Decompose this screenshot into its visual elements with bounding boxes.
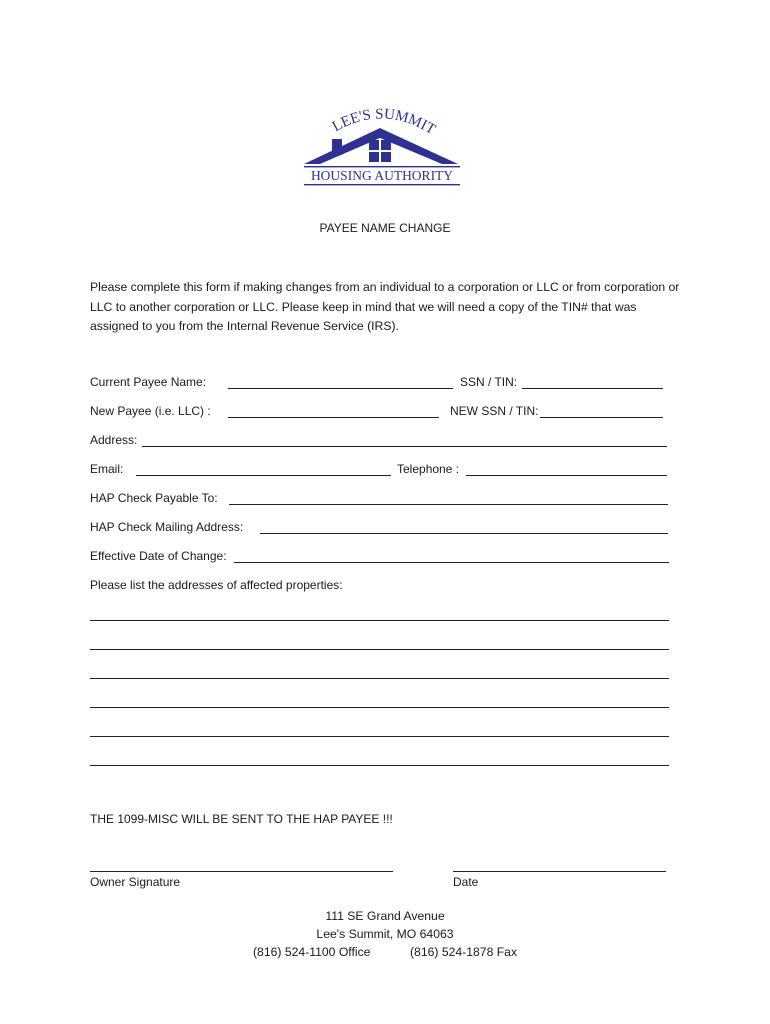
footer-office-phone: (816) 524-1100 Office: [253, 945, 371, 959]
current-payee-label: Current Payee Name:: [90, 375, 207, 389]
address-input[interactable]: [142, 446, 667, 447]
hap-check-mailing-label: HAP Check Mailing Address:: [90, 520, 244, 534]
property-line-4[interactable]: [90, 707, 669, 708]
logo-graphic: [302, 106, 462, 188]
new-ssn-tin-label: NEW SSN / TIN:: [450, 404, 539, 418]
new-ssn-tin-input[interactable]: [540, 417, 663, 418]
email-label: Email:: [90, 462, 124, 476]
housing-authority-logo: [302, 106, 462, 188]
ssn-tin-input[interactable]: [522, 388, 663, 389]
current-payee-input[interactable]: [228, 388, 453, 389]
property-line-3[interactable]: [90, 678, 669, 679]
property-line-1[interactable]: [90, 620, 669, 621]
ssn-tin-label: SSN / TIN:: [460, 375, 518, 389]
intro-paragraph: Please complete this form if making changes from an individual to a corporation or LLC or from corporation or LLC to another corporation or LLC. Please keep in mind that we will need a copy of the TIN# that was assigned to you from the Internal Revenue Service (IRS).: [90, 280, 680, 333]
logo-top-text: LEE'S SUMMIT: [329, 106, 439, 139]
effective-date-input[interactable]: [234, 562, 669, 563]
new-payee-input[interactable]: [228, 417, 439, 418]
new-payee-label: New Payee (i.e. LLC) :: [90, 404, 211, 418]
date-label: Date: [453, 875, 479, 889]
effective-date-label: Effective Date of Change:: [90, 549, 227, 563]
footer-fax: (816) 524-1878 Fax: [410, 945, 518, 959]
property-line-6[interactable]: [90, 765, 669, 766]
email-input[interactable]: [136, 475, 391, 476]
hap-check-payable-label: HAP Check Payable To:: [90, 491, 218, 505]
owner-signature-input[interactable]: [90, 871, 393, 872]
hap-check-mailing-input[interactable]: [260, 533, 668, 534]
form-title: PAYEE NAME CHANGE: [319, 221, 451, 235]
logo-bottom-text: HOUSING AUTHORITY: [310, 168, 454, 183]
telephone-label: Telephone :: [397, 462, 460, 476]
notice-text: THE 1099-MISC WILL BE SENT TO THE HAP PAYEE !!!: [90, 812, 393, 826]
hap-check-payable-input[interactable]: [229, 504, 668, 505]
footer-street: 111 SE Grand Avenue: [325, 909, 445, 923]
telephone-input[interactable]: [466, 475, 667, 476]
owner-signature-label: Owner Signature: [90, 875, 181, 889]
date-input[interactable]: [453, 871, 666, 872]
affected-properties-label: Please list the addresses of affected properties:: [90, 578, 343, 592]
footer-city: Lee's Summit, MO 64063: [316, 927, 454, 941]
property-line-2[interactable]: [90, 649, 669, 650]
property-line-5[interactable]: [90, 736, 669, 737]
address-label: Address:: [90, 433, 138, 447]
